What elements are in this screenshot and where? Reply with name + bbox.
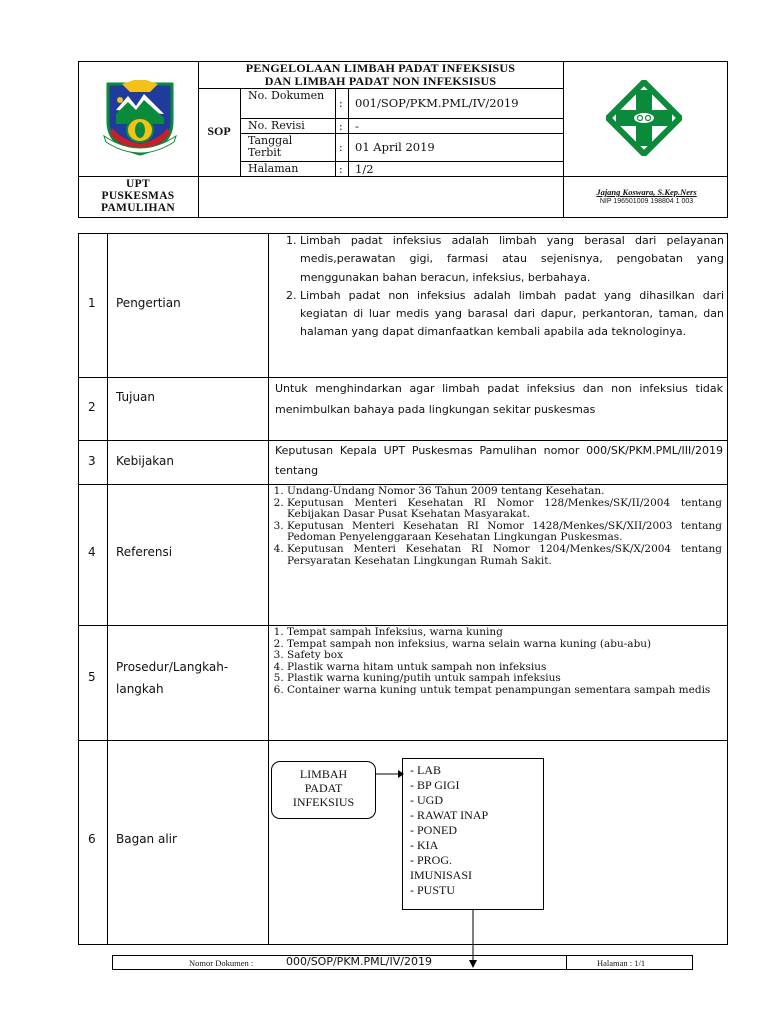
header-divider <box>240 88 241 176</box>
flow-arrow-right-icon <box>376 766 404 782</box>
pengertian-content <box>272 232 724 342</box>
footer-page-label: Halaman : 1/1 <box>597 958 646 968</box>
puskesmas-logo-icon <box>606 80 682 156</box>
organization-name <box>78 178 198 214</box>
row-number: 5 <box>88 670 96 684</box>
list-item: - PUSTU <box>410 883 456 897</box>
list-item: 2. Keputusan Menteri Kesehatan RI Nomor 128/Menkes/SK/II/2004 tentang Kebijakan Dasar Pusat Ksehatan Masyarakat. <box>287 498 722 521</box>
flow-box1-line: INFEKSIUS <box>292 795 355 809</box>
list-item: 4. Plastik warna hitam untuk sampah non infeksius <box>287 662 722 674</box>
list-item: 3. Safety box <box>287 650 722 662</box>
org-line-2: PUSKESMAS <box>101 190 175 202</box>
meta-value-halaman: 1/2 <box>355 162 374 176</box>
list-item: - PONED <box>410 823 457 837</box>
row-number: 3 <box>88 454 96 468</box>
meta-value-tanggal-terbit: 01 April 2019 <box>355 140 435 154</box>
header-divider <box>78 176 728 177</box>
footer-doc-label: Nomor Dokumen : <box>189 958 254 968</box>
row-label-referensi: Referensi <box>116 545 173 559</box>
document-title <box>198 62 563 88</box>
row-number: 4 <box>88 545 96 559</box>
table-divider <box>268 233 269 945</box>
footer-divider <box>566 955 567 970</box>
tujuan-content: Untuk menghindarkan agar limbah padat infeksius dan non infeksius tidak menimbulkan bahaya pada lingkungan sekitar puskesmas <box>275 382 723 416</box>
org-line-1: UPT <box>126 178 150 190</box>
table-divider <box>107 233 108 945</box>
row-number: 2 <box>88 400 96 414</box>
signer-nip: NIP 196501009 198804 1 003 <box>599 198 694 205</box>
list-item: - RAWAT INAP <box>410 808 489 822</box>
row-label-tujuan: Tujuan <box>116 390 156 404</box>
row-label-kebijakan: Kebijakan <box>116 454 174 468</box>
header-divider <box>348 88 349 176</box>
list-item: 5. Plastik warna kuning/putih untuk sampah infeksius <box>287 673 722 685</box>
regency-emblem-icon <box>102 80 178 158</box>
list-item: - BP GIGI <box>410 778 460 792</box>
org-line-3: PAMULIHAN <box>100 202 176 214</box>
footer-doc-value: 000/SOP/PKM.PML/IV/2019 <box>286 955 432 968</box>
referensi-content <box>270 486 722 567</box>
title-line-1: PENGELOLAAN LIMBAH PADAT INFEKSISUS <box>245 61 516 75</box>
sop-label: SOP <box>207 124 231 138</box>
row-label-prosedur <box>116 656 228 700</box>
list-item: - PROG. <box>410 853 453 867</box>
header-divider <box>563 61 564 218</box>
prosedur-content <box>270 627 722 696</box>
list-item: - LAB <box>410 763 441 777</box>
prosedur-label-line-1: Prosedur/Langkah- <box>116 660 229 674</box>
signer-name: Jajang Koswara, S.Kep.Ners <box>596 187 697 197</box>
flow-box-limbah-padat-infeksius <box>271 761 376 819</box>
list-item: 2. Limbah padat non infeksius adalah limbah padat yang dihasilkan dari kegiatan di luar medis yang barasal dari dapur, perkantoran, taman, dan halaman yang dapat dimanfaatkan kembali apabila ada teknologinya. <box>300 287 724 342</box>
title-line-2: DAN LIMBAH PADAT NON INFEKSISUS <box>264 74 497 88</box>
list-item: 2. Tempat sampah non infeksius, warna selain warna kuning (abu-abu) <box>287 639 722 651</box>
meta-label-halaman: Halaman <box>248 162 299 175</box>
list-item: 4. Keputusan Menteri Kesehatan RI Nomor 1204/Menkes/SK/X/2004 tentang Persyaratan Kesehatan Lingkungan Rumah Sakit. <box>287 544 722 567</box>
row-number: 6 <box>88 832 96 846</box>
row-label-bagan-alir: Bagan alir <box>116 832 177 846</box>
meta-colon: : <box>339 163 343 176</box>
row-number: 1 <box>88 296 96 310</box>
flow-box1-line: LIMBAH <box>299 767 348 781</box>
row-label-pengertian: Pengertian <box>116 296 181 310</box>
meta-label-tanggal-terbit: Tanggal Terbit <box>248 134 293 159</box>
table-divider <box>78 740 728 741</box>
meta-value-no-dokumen: 001/SOP/PKM.PML/IV/2019 <box>355 96 519 110</box>
list-item: 1. Limbah padat infeksius adalah limbah yang berasal dari pelayanan medis,perawatan gigi, farmasi atau sejenisnya, pengobatan yang menggunakan bahan beracun, infeksius, berbahaya. <box>300 232 724 287</box>
list-item: 3. Keputusan Menteri Kesehatan RI Nomor 1428/Menkes/SK/XII/2003 tentang Pedoman Penyelenggaraan Kesehatan Lingkungan Puskesmas. <box>287 521 722 544</box>
flow-box1-line: PADAT <box>304 781 343 795</box>
list-item: - UGD <box>410 793 443 807</box>
header-divider <box>335 88 336 176</box>
meta-label-no-dokumen: No. Dokumen <box>248 89 325 102</box>
kebijakan-content: Keputusan Kepala UPT Puskesmas Pamulihan nomor 000/SK/PKM.PML/III/2019 tentang <box>275 444 723 477</box>
list-item: - KIA <box>410 838 439 852</box>
meta-colon: : <box>339 141 343 154</box>
prosedur-label-line-2: langkah <box>116 682 164 696</box>
meta-colon: : <box>339 120 343 133</box>
meta-value-no-revisi: - <box>355 119 359 133</box>
list-item: IMUNISASI <box>410 868 473 882</box>
list-item: 6. Container warna kuning untuk tempat penampungan sementara sampah medis <box>287 685 722 697</box>
list-item: 1. Tempat sampah Infeksius, warna kuning <box>287 627 722 639</box>
meta-label-no-revisi: No. Revisi <box>248 119 305 132</box>
list-item: 1. Undang-Undang Nomor 36 Tahun 2009 tentang Kesehatan. <box>287 486 722 498</box>
flow-box-unit-list <box>402 758 544 910</box>
meta-colon: : <box>339 97 343 110</box>
